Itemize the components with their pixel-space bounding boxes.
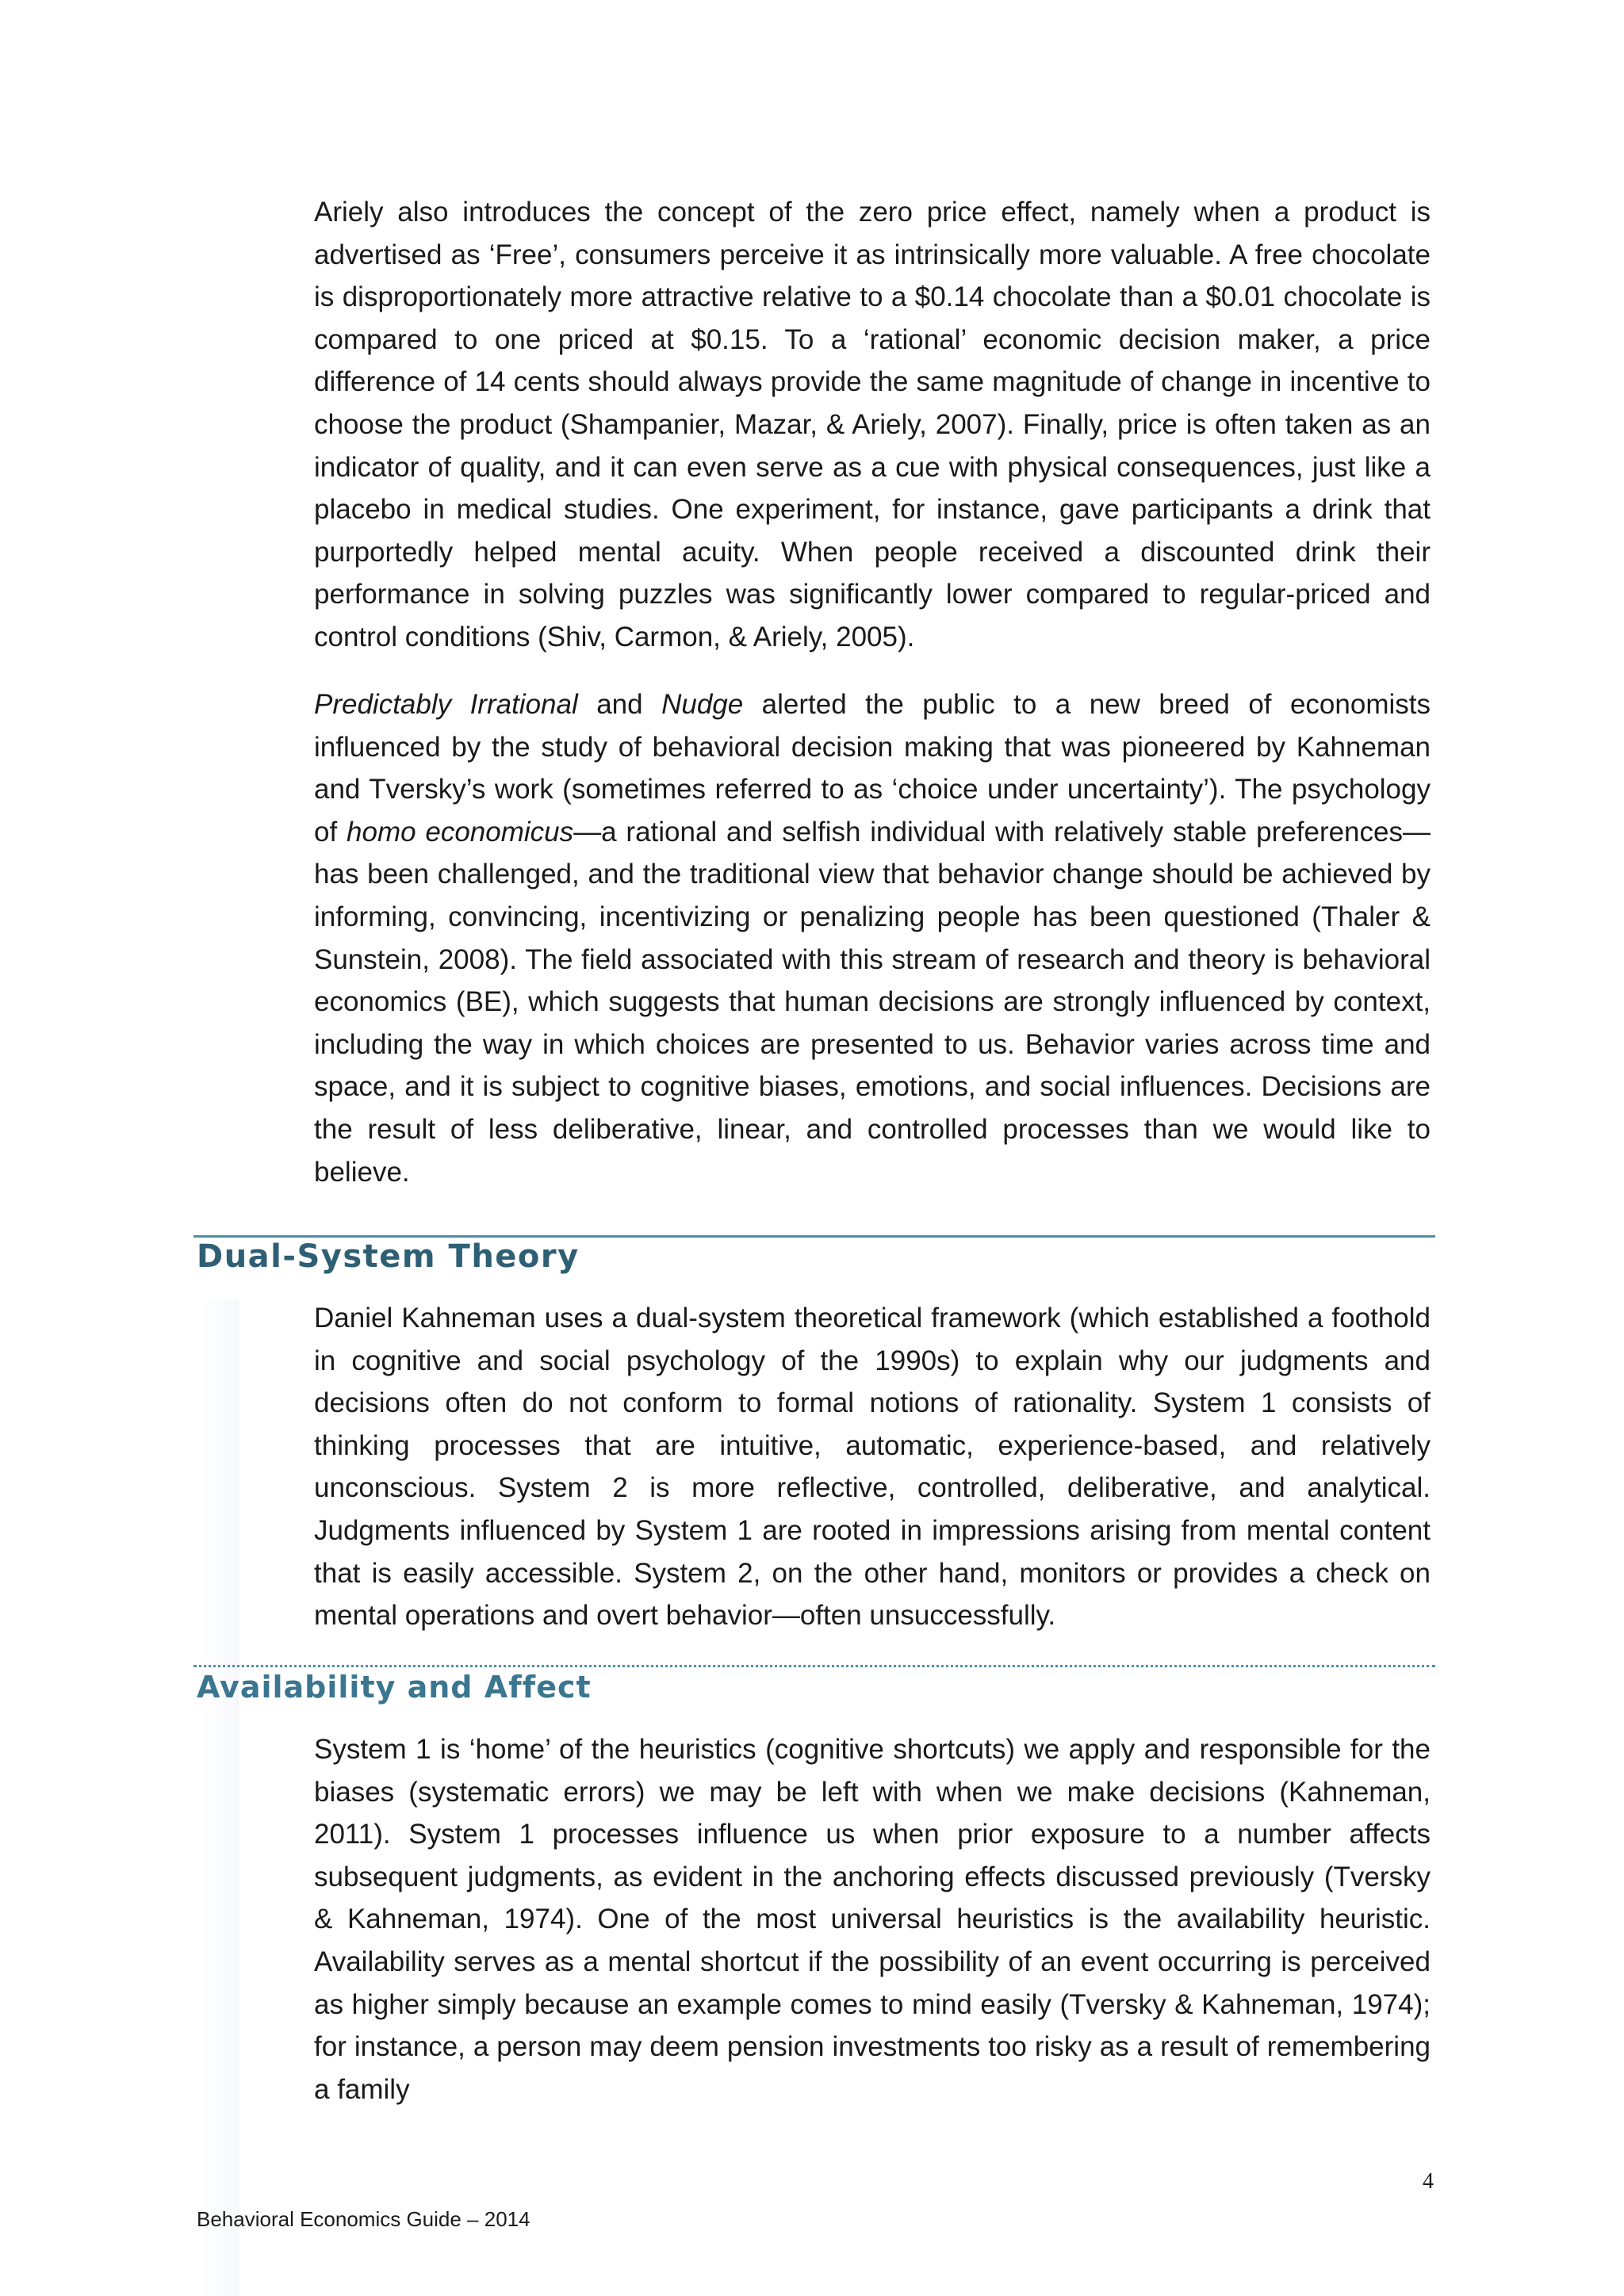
paragraph-behavioral-economics xyxy=(314,683,1431,1193)
subsection-divider xyxy=(193,1665,1435,1667)
paragraph-text: alerted the public to a new breed of economists influenced by the study of behavioral decision making that was pioneered by Kahneman and Tversky’s work (sometimes referred to as ‘choice under uncertainty’). The psychology of xyxy=(314,689,1431,848)
book-title-predictably-irrational: Predictably Irrational xyxy=(314,689,578,720)
margin-shade xyxy=(200,1300,239,2296)
section-divider xyxy=(193,1235,1435,1238)
paragraph-text: —a rational and selfish individual with relatively stable preferences—has been challenged, and the traditional view that behavior change should be achieved by informing, convincing, incentivizing or penalizing people has been questioned (Thaler & Sunstein, 2008). The field associated with this stream of research and theory is behavioral economics (BE), which suggests that human decisions are strongly influenced by context, including the way in which choices are presented to us. Behavior varies across time and space, and it is subject to cognitive biases, emotions, and social influences. Decisions are the result of less deliberative, linear, and controlled processes than we would like to believe. xyxy=(314,816,1431,1188)
book-title-nudge: Nudge xyxy=(661,689,744,720)
term-homo-economicus: homo economicus xyxy=(347,816,574,848)
footer-text: Behavioral Economics Guide – 2014 xyxy=(197,2207,530,2231)
page-number: 4 xyxy=(1423,2169,1434,2194)
paragraph-availability: System 1 is ‘home’ of the heuristics (cognitive shortcuts) we apply and responsible for the biases (systematic errors) we may be left with when we make decisions (Kahneman, 2011). System 1 processes influence us when prior exposure to a number affects subsequent judgments, as evident in the anchoring effects discussed previously (Tversky & Kahneman, 1974). One of the most universal heuristics is the availability heuristic. Availability serves as a mental shortcut if the possibility of an event occurring is perceived as higher simply because an example comes to mind easily (Tversky & Kahneman, 1974); for instance, a person may deem pension investments too risky as a result of remembering a family xyxy=(314,1734,1431,2105)
paragraph-dual-system: Daniel Kahneman uses a dual-system theoretical framework (which established a foothold in cognitive and social psychology of the 1990s) to explain why our judgments and decisions often do not conform to formal notions of rationality. System 1 consists of thinking processes that are intuitive, automatic, experience-based, and relatively unconscious. System 2 is more reflective, controlled, deliberative, and analytical. Judgments influenced by System 1 are rooted in impressions arising from mental content that is easily accessible. System 2, on the other hand, monitors or provides a check on mental operations and overt behavior—often unsuccessfully. xyxy=(314,1303,1431,1632)
paragraph-zero-price-effect: Ariely also introduces the concept of the zero price effect, namely when a product is advertised as ‘Free’, consumers perceive it as intrinsically more valuable. A free chocolate is disproportionately more attractive relative to a $0.14 chocolate than a $0.01 chocolate is compared to one priced at $0.15. To a ‘rational’ economic decision maker, a price difference of 14 cents should always provide the same magnitude of change in incentive to choose the product (Shampanier, Mazar, & Ariely, 2007). Finally, price is often taken as an indicator of quality, and it can even serve as a cue with physical consequences, just like a placebo in medical studies. One experiment, for instance, gave participants a drink that purportedly helped mental acuity. When people received a discounted drink their performance in solving puzzles was significantly lower compared to regular-priced and control conditions (Shiv, Carmon, & Ariely, 2005). xyxy=(314,197,1431,652)
section-heading: Dual-System Theory xyxy=(197,1238,580,1275)
paragraph-text: and xyxy=(577,689,662,720)
subsection-heading: Availability and Affect xyxy=(197,1670,592,1705)
